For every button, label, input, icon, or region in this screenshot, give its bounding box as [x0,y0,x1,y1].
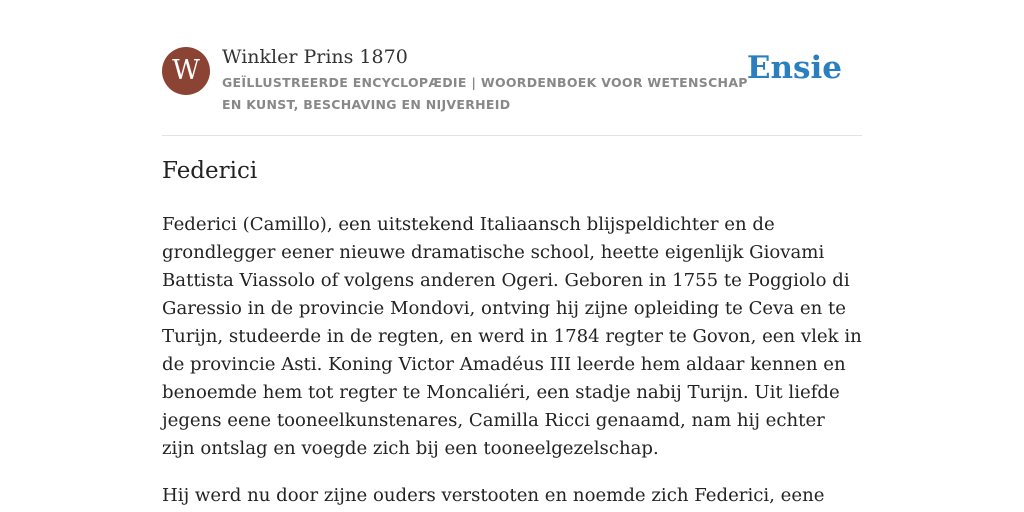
header-divider [162,135,862,136]
source-title[interactable]: Winkler Prins 1870 [222,46,408,68]
ensie-logo[interactable]: Ensie [746,50,842,86]
source-subtitle: GEÏLLUSTREERDE ENCYCLOPÆDIE | WOORDENBOEK VOOR WETENSCHAP EN KUNST, BESCHAVING EN NIJVERHEID [222,75,748,112]
entry-paragraph-1: Federici (Camillo), een uitstekend Italiaansch blijspeldichter en de grondlegger eener nieuwe dramatische school, heette eigenlijk Giovami Battista Viassolo of volgens anderen Ogeri. Geboren in 1755 te Poggiolo di Garessio in de provincie Mondovi, ontving hij zijne opleiding te Ceva en te Turijn, studeerde in de regten, en werd in 1784 regter te Govon, een vlek in de provincie Asti. Koning Victor Amadéus III leerde hem aldaar kennen en benoemde hem tot regter te Moncaliéri, een stadje nabij Turijn. Uit liefde jegens eene tooneelkunstenares, Camilla Ricci genaamd, nam hij echter zijn ontslag en voegde zich bij een tooneelgezelschap. [162,214,862,459]
entry-body [162,211,862,512]
entry-title: Federici [162,158,258,184]
entry-paragraph-2: Hij werd nu door zijne ouders verstooten en noemde zich Federici, eene [162,485,825,506]
source-header [162,46,862,116]
source-avatar[interactable]: W [162,47,210,95]
